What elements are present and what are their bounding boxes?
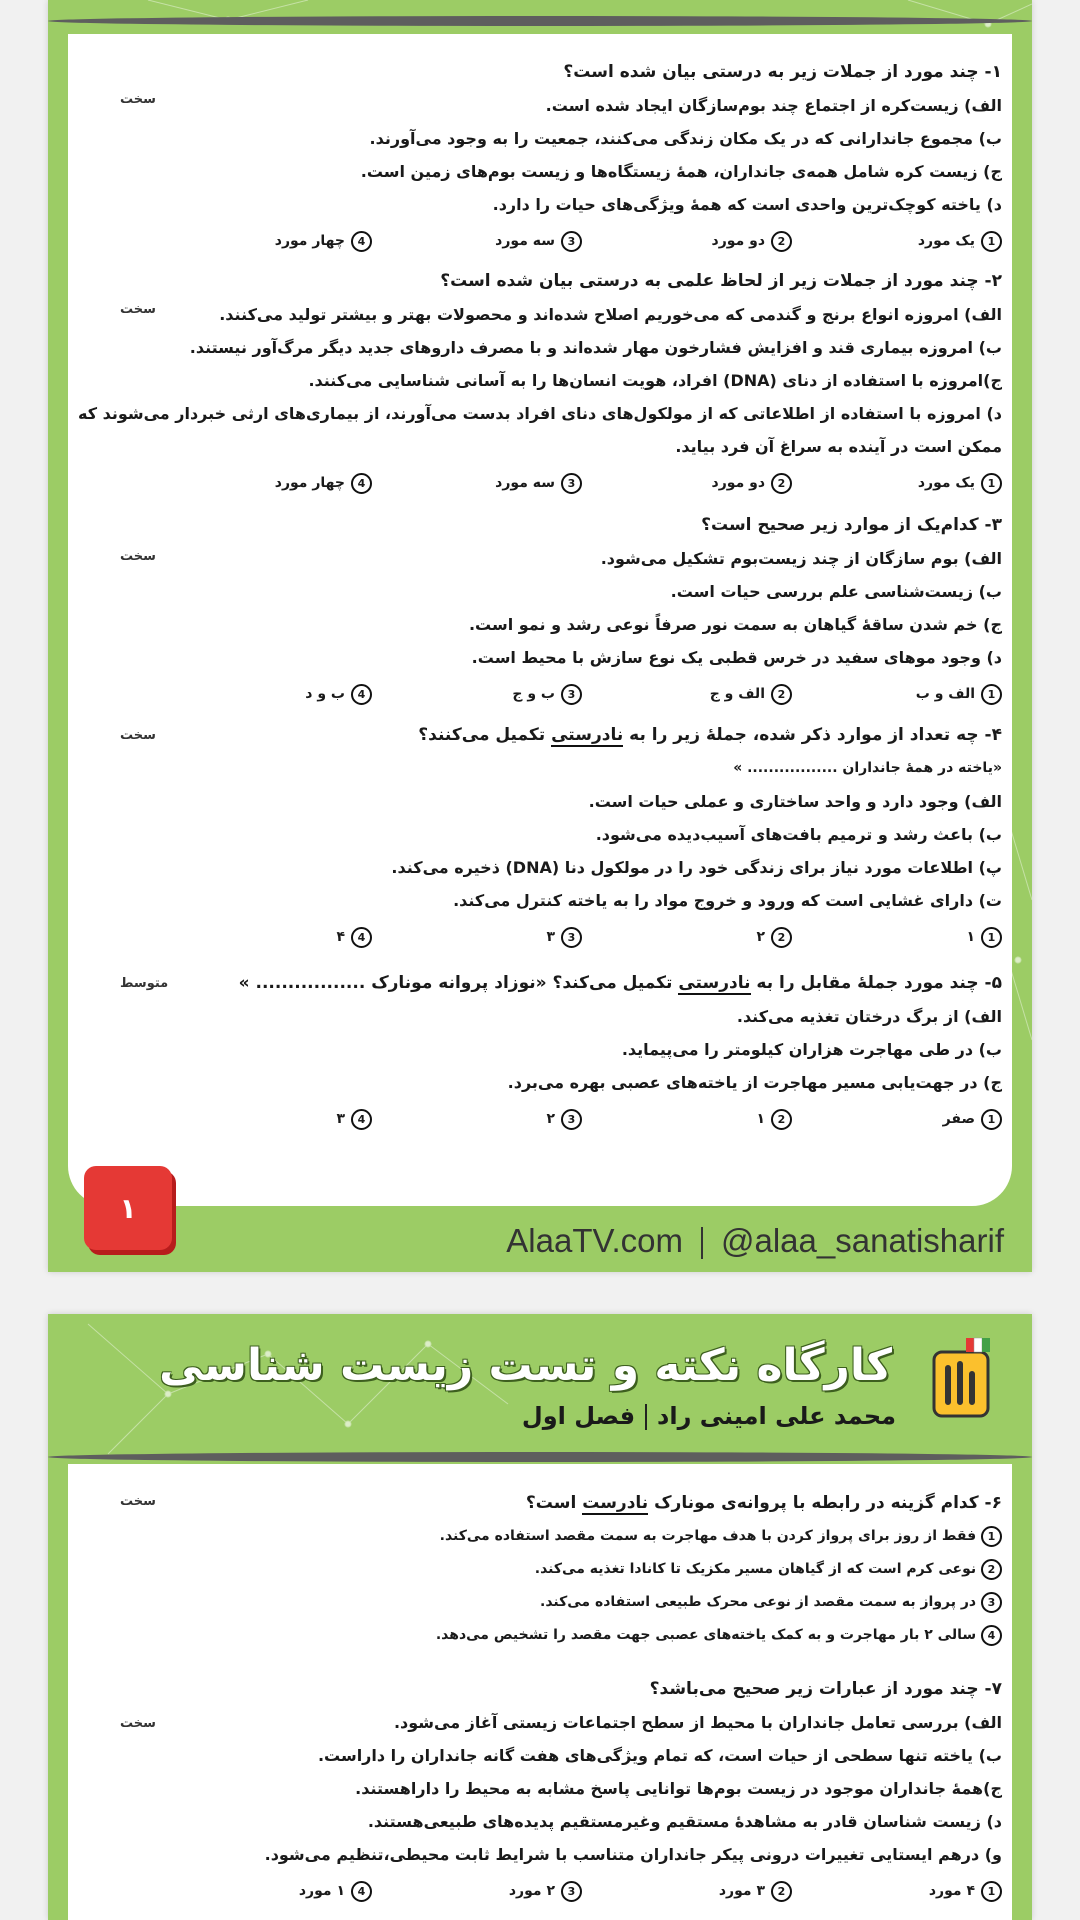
statement: ت) دارای غشایی است که ورود و خروج مواد را به یاخته کنترل می‌کند. bbox=[453, 891, 1002, 910]
option-4[interactable]: 4 ب و د bbox=[162, 684, 372, 705]
question-title: ۷- چند مورد از عبارات زیر صحیح می‌باشد؟ bbox=[649, 1679, 1002, 1699]
underlined-word: نادرستی bbox=[678, 973, 751, 993]
question-4 bbox=[78, 718, 1002, 957]
page-1 bbox=[48, 0, 1032, 1272]
difficulty-badge: سخت bbox=[120, 302, 156, 317]
question-3 bbox=[78, 508, 1002, 714]
footer bbox=[506, 1222, 1004, 1260]
answer-options bbox=[78, 1099, 1002, 1139]
difficulty-badge: سخت bbox=[120, 1494, 156, 1509]
answer-options bbox=[78, 221, 1002, 261]
difficulty-badge: سخت bbox=[120, 728, 156, 743]
option-1[interactable]: 1 فقط از روز برای پرواز کردن با هدف مهاجرت به سمت مقصد استفاده می‌کند. bbox=[78, 1520, 1002, 1553]
underlined-word: نادرستی bbox=[551, 725, 624, 745]
option-1[interactable]: 1 ۴ مورد bbox=[792, 1881, 1002, 1902]
statement: ج) خم شدن ساقهٔ گیاهان به سمت نور صرفاً نوعی رشد و نمو است. bbox=[468, 615, 1002, 634]
page-number-badge: ۱ bbox=[84, 1166, 172, 1250]
difficulty-badge: متوسط bbox=[120, 976, 169, 991]
statement: الف) امروزه انواع برنج و گندمی که می‌خوریم اصلاح شده‌اند و محصولات بهتر و بیشتر تولید می‌کنند. bbox=[219, 305, 1002, 324]
option-2[interactable]: 2 دو مورد bbox=[582, 473, 792, 494]
option-2[interactable]: 2 دو مورد bbox=[582, 231, 792, 252]
question-1 bbox=[78, 55, 1002, 261]
statement: پ) اطلاعات مورد نیاز برای زندگی خود را در مولکول دنا (DNA) ذخیره می‌کند. bbox=[391, 858, 1002, 877]
option-2[interactable]: 2 نوعی کرم است که از گیاهان مسیر مکزیک تا کانادا تغذیه می‌کند. bbox=[78, 1553, 1002, 1586]
footer-handle[interactable]: @alaa_sanatisharif bbox=[721, 1222, 1004, 1259]
option-3[interactable]: 3 سه مورد bbox=[372, 473, 582, 494]
question-6 bbox=[78, 1486, 1002, 1652]
option-1[interactable]: 1 ۱ bbox=[792, 927, 1002, 948]
option-3[interactable]: 3 ۳ bbox=[372, 927, 582, 948]
statement: ب) زیست‌شناسی علم بررسی حیات است. bbox=[670, 582, 1002, 601]
question-7 bbox=[78, 1672, 1002, 1911]
statement: د) امروزه با استفاده از اطلاعاتی که از مولکول‌های دنای افراد بدست می‌آورند، از بیماری‌های ارثی خبردار می‌شوند که ممکن است در آینده به سراغ آن فرد بیاید. bbox=[78, 404, 1002, 456]
option-2[interactable]: 2 ۱ bbox=[582, 1109, 792, 1130]
option-3[interactable]: 3 ۲ مورد bbox=[372, 1881, 582, 1902]
answer-options bbox=[78, 674, 1002, 714]
difficulty-badge: سخت bbox=[120, 549, 156, 564]
statement: ب) مجموع جاندارانی که در یک مکان زندگی می‌کنند، جمعیت را به وجود می‌آورند. bbox=[369, 129, 1002, 148]
statement: و) درهم ایستایی تغییرات درونی پیکر جانداران متناسب با شرایط ثابت محیطی،تنظیم می‌شود. bbox=[264, 1845, 1002, 1864]
option-1[interactable]: 1 یک مورد bbox=[792, 231, 1002, 252]
question-title: ۵- چند مورد جملهٔ مقابل را به نادرستی تکمیل می‌کند؟ «نوزاد پروانه مونارک ................. » bbox=[238, 973, 1002, 993]
statement: د) وجود موهای سفید در خرس قطبی یک نوع سازش با محیط است. bbox=[471, 648, 1002, 667]
statement: د) زیست شناسان قادر به مشاهدهٔ مستقیم وغیرمستقیم پدیده‌های طبیعی‌هستند. bbox=[367, 1812, 1002, 1831]
answer-options bbox=[78, 463, 1002, 503]
header-divider bbox=[48, 1452, 1032, 1462]
option-4[interactable]: 4 ۱ مورد bbox=[162, 1881, 372, 1902]
option-4[interactable]: 4 سالی ۲ بار مهاجرت و به کمک یاخته‌های عصبی جهت مقصد را تشخیص می‌دهد. bbox=[78, 1619, 1002, 1652]
option-4[interactable]: 4 چهار مورد bbox=[162, 473, 372, 494]
statement: الف) از برگ درختان تغذیه می‌کند. bbox=[736, 1007, 1002, 1026]
statement: «یاخته در همهٔ جانداران ................. » bbox=[733, 760, 1002, 776]
author-name: محمد علی امینی راد bbox=[657, 1402, 896, 1430]
option-3[interactable]: 3 در پرواز به سمت مقصد از نوعی محرک طبیعی استفاده می‌کند. bbox=[78, 1586, 1002, 1619]
question-5 bbox=[78, 966, 1002, 1139]
option-4[interactable]: 4 چهار مورد bbox=[162, 231, 372, 252]
answer-options bbox=[78, 917, 1002, 957]
statement: ج)همهٔ جانداران موجود در زیست بوم‌ها توانایی پاسخ مشابه به محیط را دارا‌هستند. bbox=[355, 1779, 1002, 1798]
underlined-word: نادرست bbox=[582, 1493, 649, 1513]
question-title: ۶- کدام گزینه در رابطه با پروانه‌ی مونارک نادرست است؟ bbox=[525, 1493, 1002, 1513]
statement: ج) در جهت‌یابی مسیر مهاجرت از یاخته‌های عصبی بهره می‌برد. bbox=[507, 1073, 1002, 1092]
statement: ج) زیست کره شامل همه‌ی جانداران، همهٔ زیستگاه‌ها و زیست بوم‌های زمین است. bbox=[360, 162, 1002, 181]
question-title: ۳- کدام‌یک از موارد زیر صحیح است؟ bbox=[701, 515, 1002, 535]
statement: الف) بوم سازگان از چند زیست‌بوم تشکیل می‌شود. bbox=[600, 549, 1002, 568]
statement: د) یاخته کوچک‌ترین واحدی است که همهٔ ویژگی‌های حیات را دارد. bbox=[492, 195, 1002, 214]
option-3[interactable]: 3 ب و ج bbox=[372, 684, 582, 705]
difficulty-badge: سخت bbox=[120, 92, 156, 107]
top-divider bbox=[48, 16, 1032, 26]
answer-options bbox=[78, 1871, 1002, 1911]
option-4[interactable]: 4 ۳ bbox=[162, 1109, 372, 1130]
header-title: کارگاه نکته و تست زیست شناسی bbox=[159, 1340, 892, 1391]
option-2[interactable]: 2 ۳ مورد bbox=[582, 1881, 792, 1902]
option-2[interactable]: 2 الف و ج bbox=[582, 684, 792, 705]
statement: ب) یاخته تنها سطحی از حیات است، که تمام ویژگی‌های هفت گانه جانداران را داراست. bbox=[317, 1746, 1002, 1765]
option-1[interactable]: 1 یک مورد bbox=[792, 473, 1002, 494]
option-2[interactable]: 2 ۲ bbox=[582, 927, 792, 948]
question-2 bbox=[78, 264, 1002, 503]
difficulty-badge: سخت bbox=[120, 1716, 156, 1731]
page-2 bbox=[48, 1314, 1032, 1920]
question-title: ۴- چه تعداد از موارد ذکر شده، جملهٔ زیر را به نادرستی تکمیل می‌کنند؟ bbox=[418, 725, 1002, 745]
option-1[interactable]: 1 صفر bbox=[792, 1109, 1002, 1130]
statement: الف) زیست‌کره از اجتماع چند بوم‌سازگان ایجاد شده است. bbox=[545, 96, 1002, 115]
option-3[interactable]: 3 ۲ bbox=[372, 1109, 582, 1130]
option-1[interactable]: 1 الف و ب bbox=[792, 684, 1002, 705]
question-title: ۱- چند مورد از جملات زیر به درستی بیان شده است؟ bbox=[563, 62, 1002, 82]
statement: ب) در طی مهاجرت هزاران کیلومتر را می‌پیماید. bbox=[621, 1040, 1002, 1059]
alaa-logo-icon bbox=[926, 1334, 996, 1424]
question-title: ۲- چند مورد از جملات زیر از لحاظ علمی به درستی بیان شده است؟ bbox=[440, 271, 1002, 291]
statement: ب) امروزه بیماری قند و افزایش فشارخون مهار شده‌اند و با مصرف داروهای جدید دیگر مرگ‌آور نیستند. bbox=[189, 338, 1002, 357]
chapter-label: فصل اول bbox=[521, 1402, 636, 1430]
option-3[interactable]: 3 سه مورد bbox=[372, 231, 582, 252]
option-4[interactable]: 4 ۴ bbox=[162, 927, 372, 948]
statement: الف) وجود دارد و واحد ساختاری و عملی حیات است. bbox=[588, 792, 1002, 811]
statement: ج)امروزه با استفاده از دنای (DNA) افراد، هویت انسان‌ها را به آسانی شناسایی می‌کنند. bbox=[308, 371, 1002, 390]
statement: الف) بررسی تعامل جانداران با محیط از سطح اجتماعات زیستی آغاز می‌شود. bbox=[393, 1713, 1002, 1732]
footer-site-link[interactable]: AlaaTV.com bbox=[506, 1222, 683, 1259]
statement: ب) باعث رشد و ترمیم بافت‌های آسیب‌دیده می‌شود. bbox=[595, 825, 1002, 844]
header-subtitle bbox=[522, 1402, 896, 1430]
